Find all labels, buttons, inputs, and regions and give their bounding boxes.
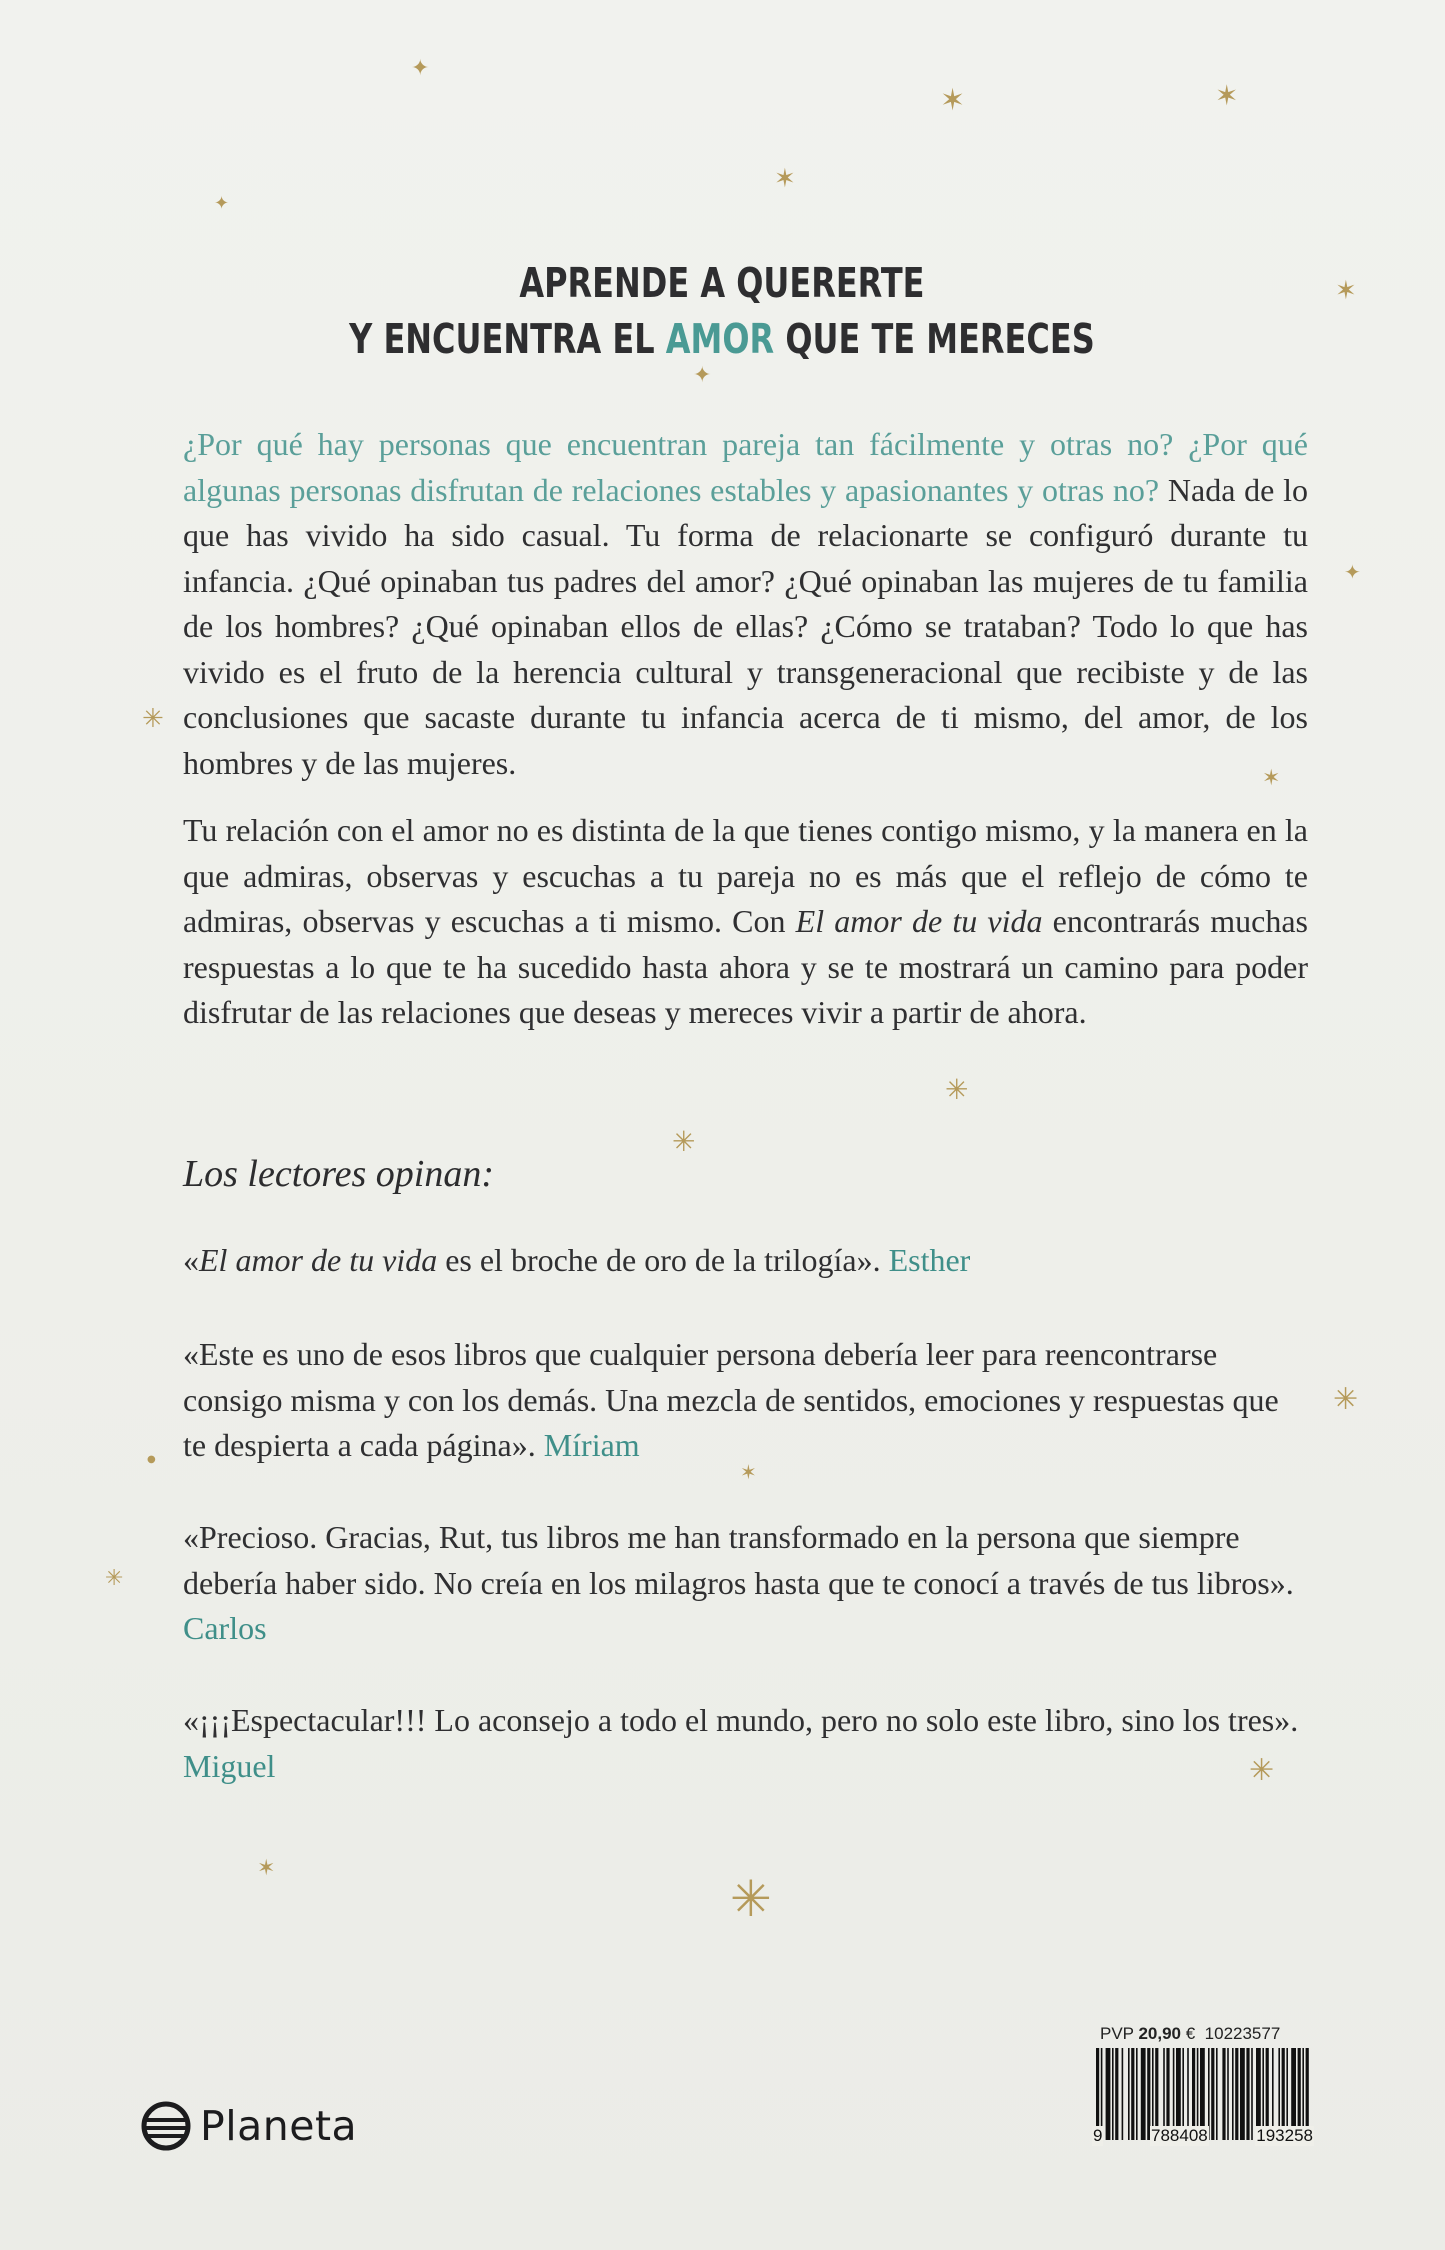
quote-text: «Precioso. Gracias, Rut, tus libros me han transformado en la persona que siempre debería haber sido. No creía en los milagros hasta que te conocí a través de tus libros». — [183, 1519, 1294, 1601]
star-icon: ✳ — [672, 1125, 696, 1158]
quote-text: «¡¡¡Espectacular!!! Lo aconsejo a todo el mundo, pero no solo este libro, sino los tres». — [183, 1702, 1299, 1738]
star-icon: ✶ — [257, 1856, 276, 1881]
reader-name: Miguel — [183, 1747, 276, 1784]
synopsis-text: Tu relación con el amor no es distinta de la que tienes contigo mismo, y la manera en la que admiras, observas y escuchas a tu pareja no es más que el reflejo de cómo te admiras, observas y escuchas a ti mismo. Con — [183, 812, 1308, 939]
barcode-digit-group: 788408 — [1151, 2126, 1208, 2145]
headline-line-2-end: QUE TE MERECES — [774, 315, 1095, 363]
headline-line-2 — [158, 311, 1285, 367]
readers-title: Los lectores opinan: — [183, 1153, 495, 1195]
headline — [158, 255, 1285, 367]
reader-name: Míriam — [543, 1427, 640, 1463]
star-icon: ✶ — [1335, 276, 1357, 306]
quote-text: es el broche de oro de la trilogía». — [437, 1242, 889, 1278]
star-icon: ✳ — [1333, 1382, 1359, 1417]
synopsis-paragraph-2 — [183, 808, 1308, 1036]
star-icon: ✶ — [1215, 79, 1239, 112]
synopsis-text: encontrarás muchas respuestas a lo que te ha sucedido hasta ahora y se te mostrará un camino para poder disfrutar de las relaciones que deseas y mereces vivir a partir de ahora. — [183, 903, 1309, 1030]
product-code: 10223577 — [1204, 2024, 1281, 2043]
star-icon: ✳ — [730, 1870, 772, 1928]
reader-quote — [183, 1515, 1308, 1652]
star-icon: ✶ — [774, 164, 796, 194]
publisher-name: Planeta — [200, 2102, 358, 2150]
reader-quote — [183, 1698, 1308, 1789]
reader-name: Esther — [888, 1242, 971, 1278]
star-icon: ✦ — [411, 56, 430, 81]
star-icon: ✦ — [1344, 560, 1361, 584]
star-icon: ● — [147, 1454, 156, 1465]
synopsis-text: Nada de lo que has vivido ha sido casual. Tu forma de relacionarte se configuró durante tu infancia. ¿Qué opinaban tus padres del amor? ¿Qué opinaban las mujeres de tu familia de los hombres? ¿Qué opinaban ellos de ellas? ¿Cómo se trataban? Todo lo que has vivido es el fruto de la herencia cultural y transgeneracional que recibiste y de las conclusiones que sacaste durante tu infancia acerca de ti mismo, del amor, de los hombres y de las mujeres. — [183, 471, 1309, 781]
planeta-globe-icon — [140, 2100, 192, 2152]
price-prefix: PVP — [1100, 2024, 1134, 2043]
barcode-digit-group: 193258 — [1256, 2126, 1313, 2145]
quote-open: « — [183, 1242, 199, 1278]
quote-text: «Este es uno de esos libros que cualquier persona debería leer para reencontrarse consigo misma y con los demás. Una mezcla de sentidos, emociones y respuestas que te despierta a cada página». — [183, 1336, 1279, 1463]
star-icon: ✶ — [940, 83, 966, 118]
star-icon: ✦ — [693, 363, 712, 388]
reader-quote — [183, 1332, 1308, 1469]
reader-quote — [183, 1238, 1308, 1284]
star-icon: ✦ — [214, 193, 230, 214]
star-icon: ✳ — [142, 704, 164, 734]
star-icon: ✳ — [1249, 1753, 1275, 1788]
barcode-digit-group: 9 — [1093, 2126, 1103, 2145]
book-title: El amor de tu vida — [199, 1242, 438, 1278]
star-icon: ✳ — [105, 1566, 124, 1591]
headline-line-1: APRENDE A QUERERTE — [519, 259, 925, 307]
barcode-digits — [1092, 2126, 1314, 2146]
price-currency: € — [1185, 2024, 1196, 2043]
synopsis-questions: ¿Por qué hay personas que encuentran pareja tan fácilmente y otras no? ¿Por qué algunas personas disfrutan de relaciones estables y apasionantes y otras no? — [183, 426, 1308, 508]
price-label — [1100, 2024, 1280, 2044]
synopsis-paragraph-1 — [183, 422, 1308, 786]
star-icon: ✶ — [740, 1460, 757, 1484]
book-title: El amor de tu vida — [795, 903, 1043, 939]
star-icon: ✳ — [945, 1073, 969, 1106]
star-icon: ✶ — [1262, 766, 1281, 791]
headline-accent-word: AMOR — [665, 315, 775, 363]
reader-name: Carlos — [183, 1610, 267, 1646]
publisher-logo — [140, 2100, 357, 2152]
price-amount: 20,90 — [1138, 2024, 1181, 2043]
headline-line-2-start: Y ENCUENTRA EL — [349, 315, 666, 363]
